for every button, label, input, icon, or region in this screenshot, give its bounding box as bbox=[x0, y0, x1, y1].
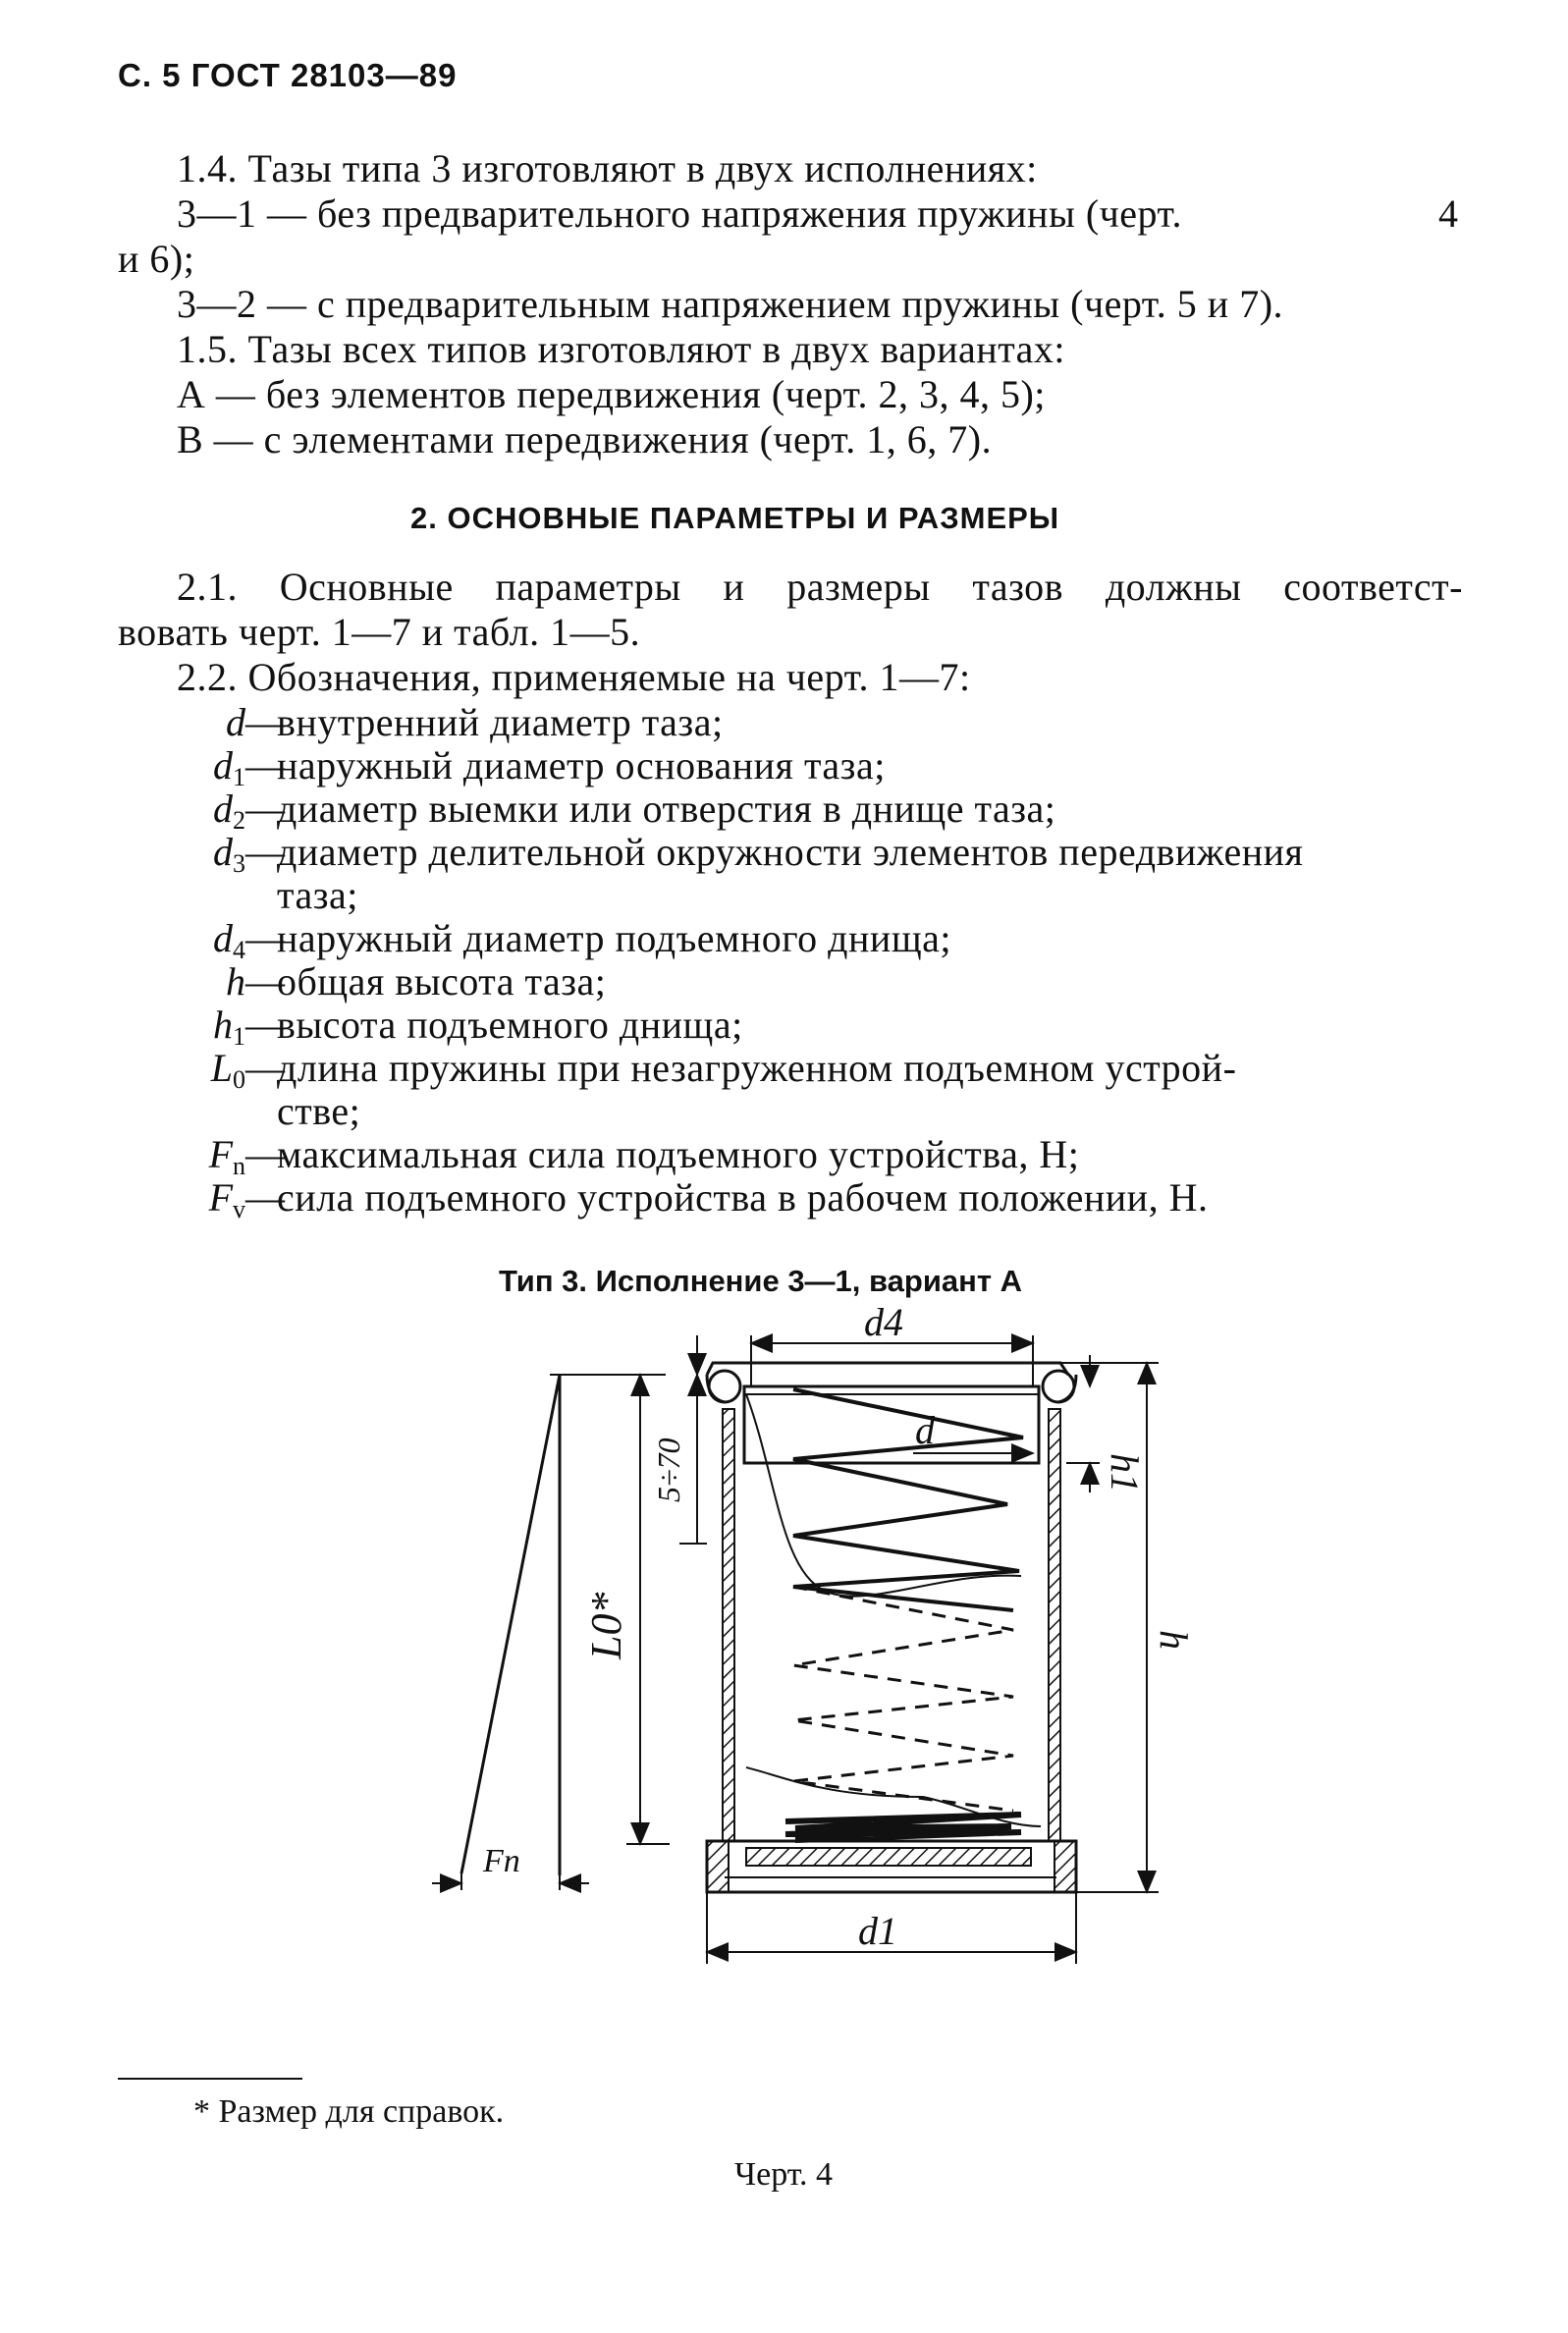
definition-symbol: $F_n$ bbox=[208, 1132, 245, 1180]
spring-compressed bbox=[785, 1815, 1021, 1840]
definition-text: наружный диаметр подъемного днища; bbox=[277, 916, 951, 960]
definition-symbol: $F_v$ bbox=[208, 1175, 245, 1223]
definition-dash: — bbox=[245, 700, 285, 744]
word: тазов bbox=[972, 565, 1064, 609]
symbol-subscript: n bbox=[233, 1152, 245, 1180]
word: параметры bbox=[495, 565, 681, 609]
variant-a-text: А — без элементов передвижения (черт. 2, 3, 4, 5); bbox=[177, 372, 1046, 416]
label-h: h bbox=[1152, 1630, 1196, 1650]
definition-dash: — bbox=[245, 959, 285, 1004]
footnote-rule bbox=[118, 2078, 302, 2080]
word: Основные bbox=[279, 565, 454, 609]
definition-symbol: d bbox=[226, 700, 245, 744]
section-title: 2. ОСНОВНЫЕ ПАРАМЕТРЫ И РАЗМЕРЫ bbox=[410, 501, 1060, 535]
definition-dash: — bbox=[245, 1175, 285, 1220]
definition-dash: — bbox=[245, 916, 285, 960]
label-l0: L0* bbox=[582, 1592, 630, 1659]
definition-text: диаметр делительной окружности элементов передвижения bbox=[277, 830, 1304, 874]
definition-dash: — bbox=[245, 787, 285, 831]
definition-dash: — bbox=[245, 1046, 285, 1090]
definition-symbol: $d_4$ bbox=[213, 916, 245, 964]
definition-text: высота подъемного днища; bbox=[277, 1003, 743, 1047]
figure-caption: Тип 3. Исполнение 3—1, вариант А bbox=[499, 1264, 1023, 1298]
definition-symbol: $d_2$ bbox=[213, 787, 245, 835]
definition-symbol: $L_0$ bbox=[210, 1046, 245, 1094]
symbol-subscript: 2 bbox=[233, 806, 245, 835]
dimension-h bbox=[1060, 1363, 1159, 1892]
definition-text: таза; bbox=[277, 873, 358, 917]
symbol-subscript: 1 bbox=[233, 1022, 245, 1051]
page-header: С. 5 ГОСТ 28103—89 bbox=[118, 57, 458, 93]
definition-text: сила подъемного устройства в рабочем положении, Н. bbox=[277, 1175, 1209, 1220]
technical-drawing bbox=[412, 1300, 1196, 2042]
definition-symbol: $h_1$ bbox=[213, 1003, 245, 1051]
clause-1-5: 1.5. Тазы всех типов изготовляют в двух вариантах: bbox=[177, 327, 1066, 371]
word: размеры bbox=[786, 565, 931, 609]
definition-dash: — bbox=[245, 1003, 285, 1047]
definition-text: общая высота таза; bbox=[277, 959, 607, 1004]
word: и bbox=[723, 565, 745, 609]
variant-b-text: В — с элементами передвижения (черт. 1, 6, 7). bbox=[177, 417, 993, 461]
definition-symbol: $d_1$ bbox=[213, 743, 245, 791]
symbol-subscript: 4 bbox=[233, 936, 245, 964]
clause-2-1-line1 bbox=[177, 566, 1463, 609]
label-h1: h1 bbox=[1103, 1453, 1147, 1492]
symbol-subscript: 3 bbox=[233, 849, 245, 878]
clause-2-1-line2: вовать черт. 1—7 и табл. 1—5. bbox=[118, 610, 641, 654]
label-range: 5÷70 bbox=[651, 1438, 686, 1502]
definition-text: внутренний диаметр таза; bbox=[277, 700, 724, 744]
footnote: * Размер для справок. bbox=[193, 2093, 505, 2130]
definition-text: максимальная сила подъемного устройства, Н; bbox=[277, 1132, 1080, 1176]
definition-dash: — bbox=[245, 743, 285, 787]
figure-label: Черт. 4 bbox=[734, 2156, 834, 2193]
clause-1-4: 1.4. Тазы типа 3 изготовляют в двух исполнениях: bbox=[177, 146, 1038, 190]
word: должны bbox=[1105, 565, 1242, 609]
force-diagram bbox=[432, 1375, 589, 1890]
symbol-subscript: 0 bbox=[233, 1065, 245, 1094]
definition-symbol: h bbox=[226, 959, 245, 1004]
variant-3-1-cont: и 6); bbox=[118, 237, 195, 281]
variant-3-2-text: 3—2 — с предварительным напряжением пружины (черт. 5 и 7). bbox=[177, 282, 1284, 326]
word: 2.1. bbox=[177, 565, 238, 609]
symbol-subscript: v bbox=[233, 1195, 245, 1223]
spring-solid bbox=[793, 1389, 1023, 1610]
word: соответст- bbox=[1283, 565, 1463, 609]
definition-dash: — bbox=[245, 830, 285, 874]
spring-dashed bbox=[793, 1587, 1013, 1811]
symbol-subscript: 1 bbox=[233, 763, 245, 791]
definition-symbol: $d_3$ bbox=[213, 830, 245, 878]
label-fn: Fп bbox=[483, 1843, 520, 1879]
label-d1: d1 bbox=[858, 1909, 897, 1953]
definition-text: стве; bbox=[277, 1089, 361, 1133]
definition-text: длина пружины при незагруженном подъемном устрой- bbox=[277, 1046, 1237, 1090]
variant-3-1-ref: 4 bbox=[1438, 191, 1459, 236]
label-d: d bbox=[915, 1408, 935, 1452]
definition-text: диаметр выемки или отверстия в днище таза; bbox=[277, 787, 1056, 831]
definition-dash: — bbox=[245, 1132, 285, 1176]
label-d4: d4 bbox=[864, 1300, 903, 1344]
clause-2-2: 2.2. Обозначения, применяемые на черт. 1—7: bbox=[177, 655, 971, 699]
definition-text: наружный диаметр основания таза; bbox=[277, 743, 886, 787]
variant-3-1-text: 3—1 — без предварительного напряжения пружины (черт. bbox=[177, 191, 1182, 236]
